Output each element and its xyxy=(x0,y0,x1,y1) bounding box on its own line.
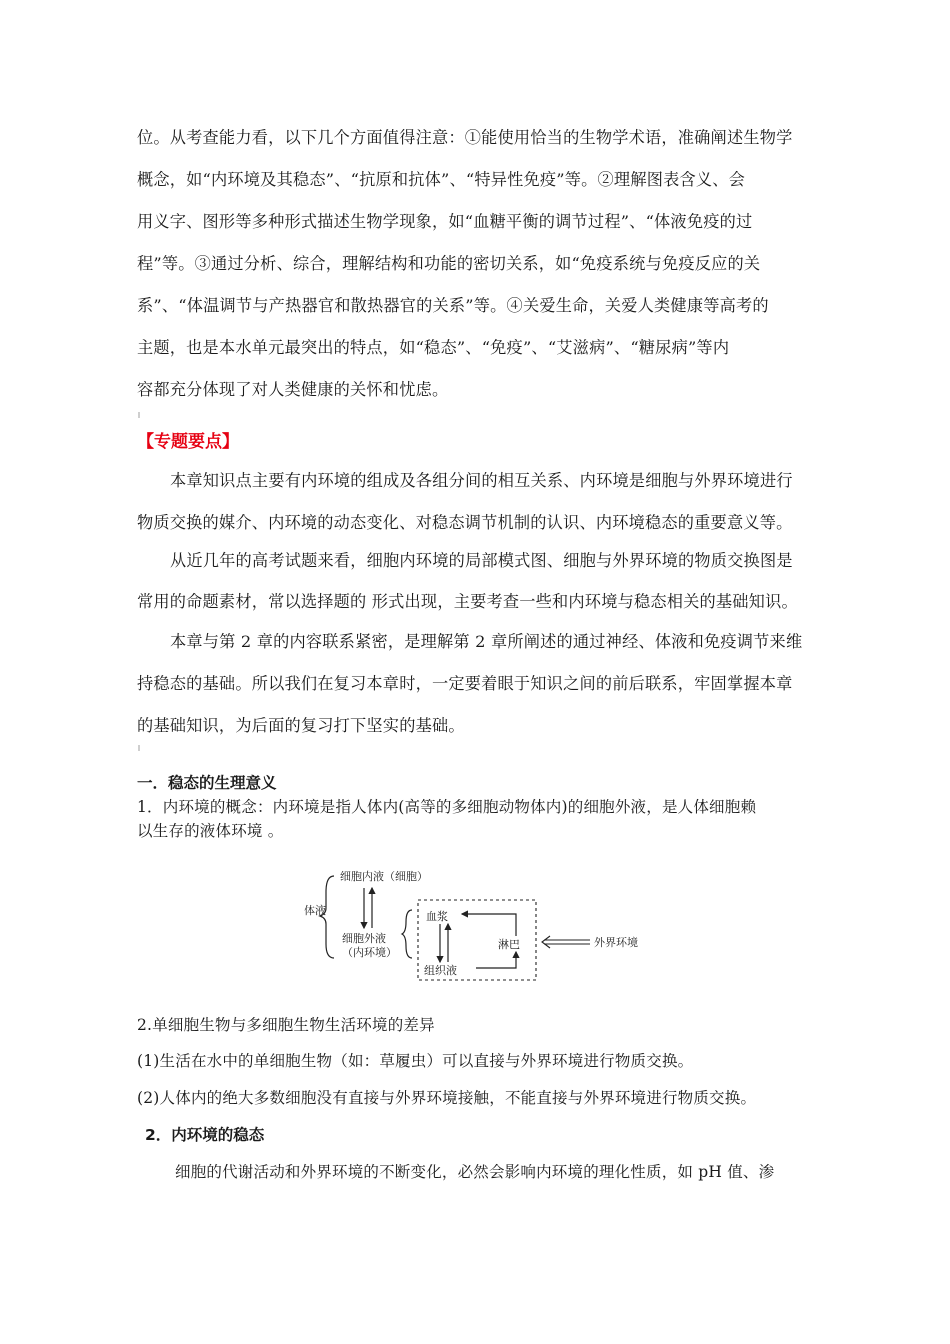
tissue-fluid-label: 组织液 xyxy=(424,964,457,977)
diff-item: (1)生活在水中的单细胞生物（如：草履虫）可以直接与外界环境进行物质交换。 xyxy=(137,1052,694,1070)
external-env-label: 外界环境 xyxy=(594,936,638,949)
intro-line: 主题，也是本水单元最突出的特点，如“稳态”、“免疫”、“艾滋病”、“糖尿病”等内 xyxy=(137,338,730,357)
intro-line: 概念，如“内环境及其稳态”、“抗原和抗体”、“特异性免疫”等。②理解图表含义、会 xyxy=(137,170,746,189)
key-point-line: 常用的命题素材，常以选择题的 形式出现，主要考查一些和内环境与稳态相关的基础知识。 xyxy=(137,592,798,611)
intro-line: 容都充分体现了对人类健康的关怀和忧虑。 xyxy=(137,380,449,399)
intro-line: 系”、“体温调节与产热器官和散热器官的关系”等。④关爱生命，关爱人类健康等高考的 xyxy=(137,296,769,315)
flow-arrow xyxy=(476,952,516,968)
lymph-label: 淋巴 xyxy=(498,938,520,951)
key-point-line: 物质交换的媒介、内环境的动态变化、对稳态调节机制的认识、内环境稳态的重要意义等。 xyxy=(137,513,793,532)
key-point-line: 从近几年的高考试题来看，细胞内环境的局部模式图、细胞与外界环境的物质交换图是 xyxy=(170,551,793,570)
section-title: 一．稳态的生理意义 xyxy=(137,774,277,792)
extracellular-brace xyxy=(402,910,412,958)
concept-line: 以生存的液体环境 。 xyxy=(137,822,284,840)
internal-env-label: （内环境） xyxy=(342,946,397,959)
flow-arrow xyxy=(462,914,516,936)
external-arrow-head xyxy=(542,936,550,948)
key-point-line: 本章知识点主要有内环境的组成及各组分间的相互关系、内环境是细胞与外界环境进行 xyxy=(170,471,793,490)
intro-line: 程”等。③通过分析、综合，理解结构和功能的密切关系，如“免疫系统与免疫反应的关 xyxy=(137,254,761,273)
key-point-line: 持稳态的基础。所以我们在复习本章时，一定要着眼于知识之间的前后联系，牢固掌握本章 xyxy=(137,674,793,693)
key-points-heading: 【专题要点】 xyxy=(137,432,239,452)
paragraph-mark xyxy=(138,745,140,751)
diff-title: 2.单细胞生物与多细胞生物生活环境的差异 xyxy=(137,1016,435,1034)
body-fluid-brace xyxy=(320,876,334,958)
intro-line: 用义字、图形等多种形式描述生物学现象，如“血糖平衡的调节过程”、“体液免疫的过 xyxy=(137,212,753,231)
key-point-line: 的基础知识，为后面的复习打下坚实的基础。 xyxy=(137,716,465,735)
intro-line: 位。从考查能力看，以下几个方面值得注意：①能使用恰当的生物学术语，准确阐述生物学 xyxy=(137,128,793,147)
paragraph-mark xyxy=(138,412,140,418)
body-fluid-label: 体液 xyxy=(304,904,326,917)
key-point-line: 本章与第 2 章的内容联系紧密，是理解第 2 章所阐述的通过神经、体液和免疫调节来维 xyxy=(170,632,803,651)
body-line: 细胞的代谢活动和外界环境的不断变化，必然会影响内环境的理化性质，如 pH 值、渗 xyxy=(175,1163,775,1181)
intracellular-label: 细胞内液（细胞） xyxy=(340,870,428,883)
concept-line: 1．内环境的概念：内环境是指人体内(高等的多细胞动物体内)的细胞外液，是人体细胞赖 xyxy=(137,798,757,816)
internal-environment-diagram xyxy=(300,862,656,992)
extracellular-label: 细胞外液 xyxy=(342,932,386,945)
section-title: 2．内环境的稳态 xyxy=(145,1126,265,1144)
plasma-label: 血浆 xyxy=(426,910,448,923)
diff-item: (2)人体内的绝大多数细胞没有直接与外界环境接触，不能直接与外界环境进行物质交换。 xyxy=(137,1089,757,1107)
